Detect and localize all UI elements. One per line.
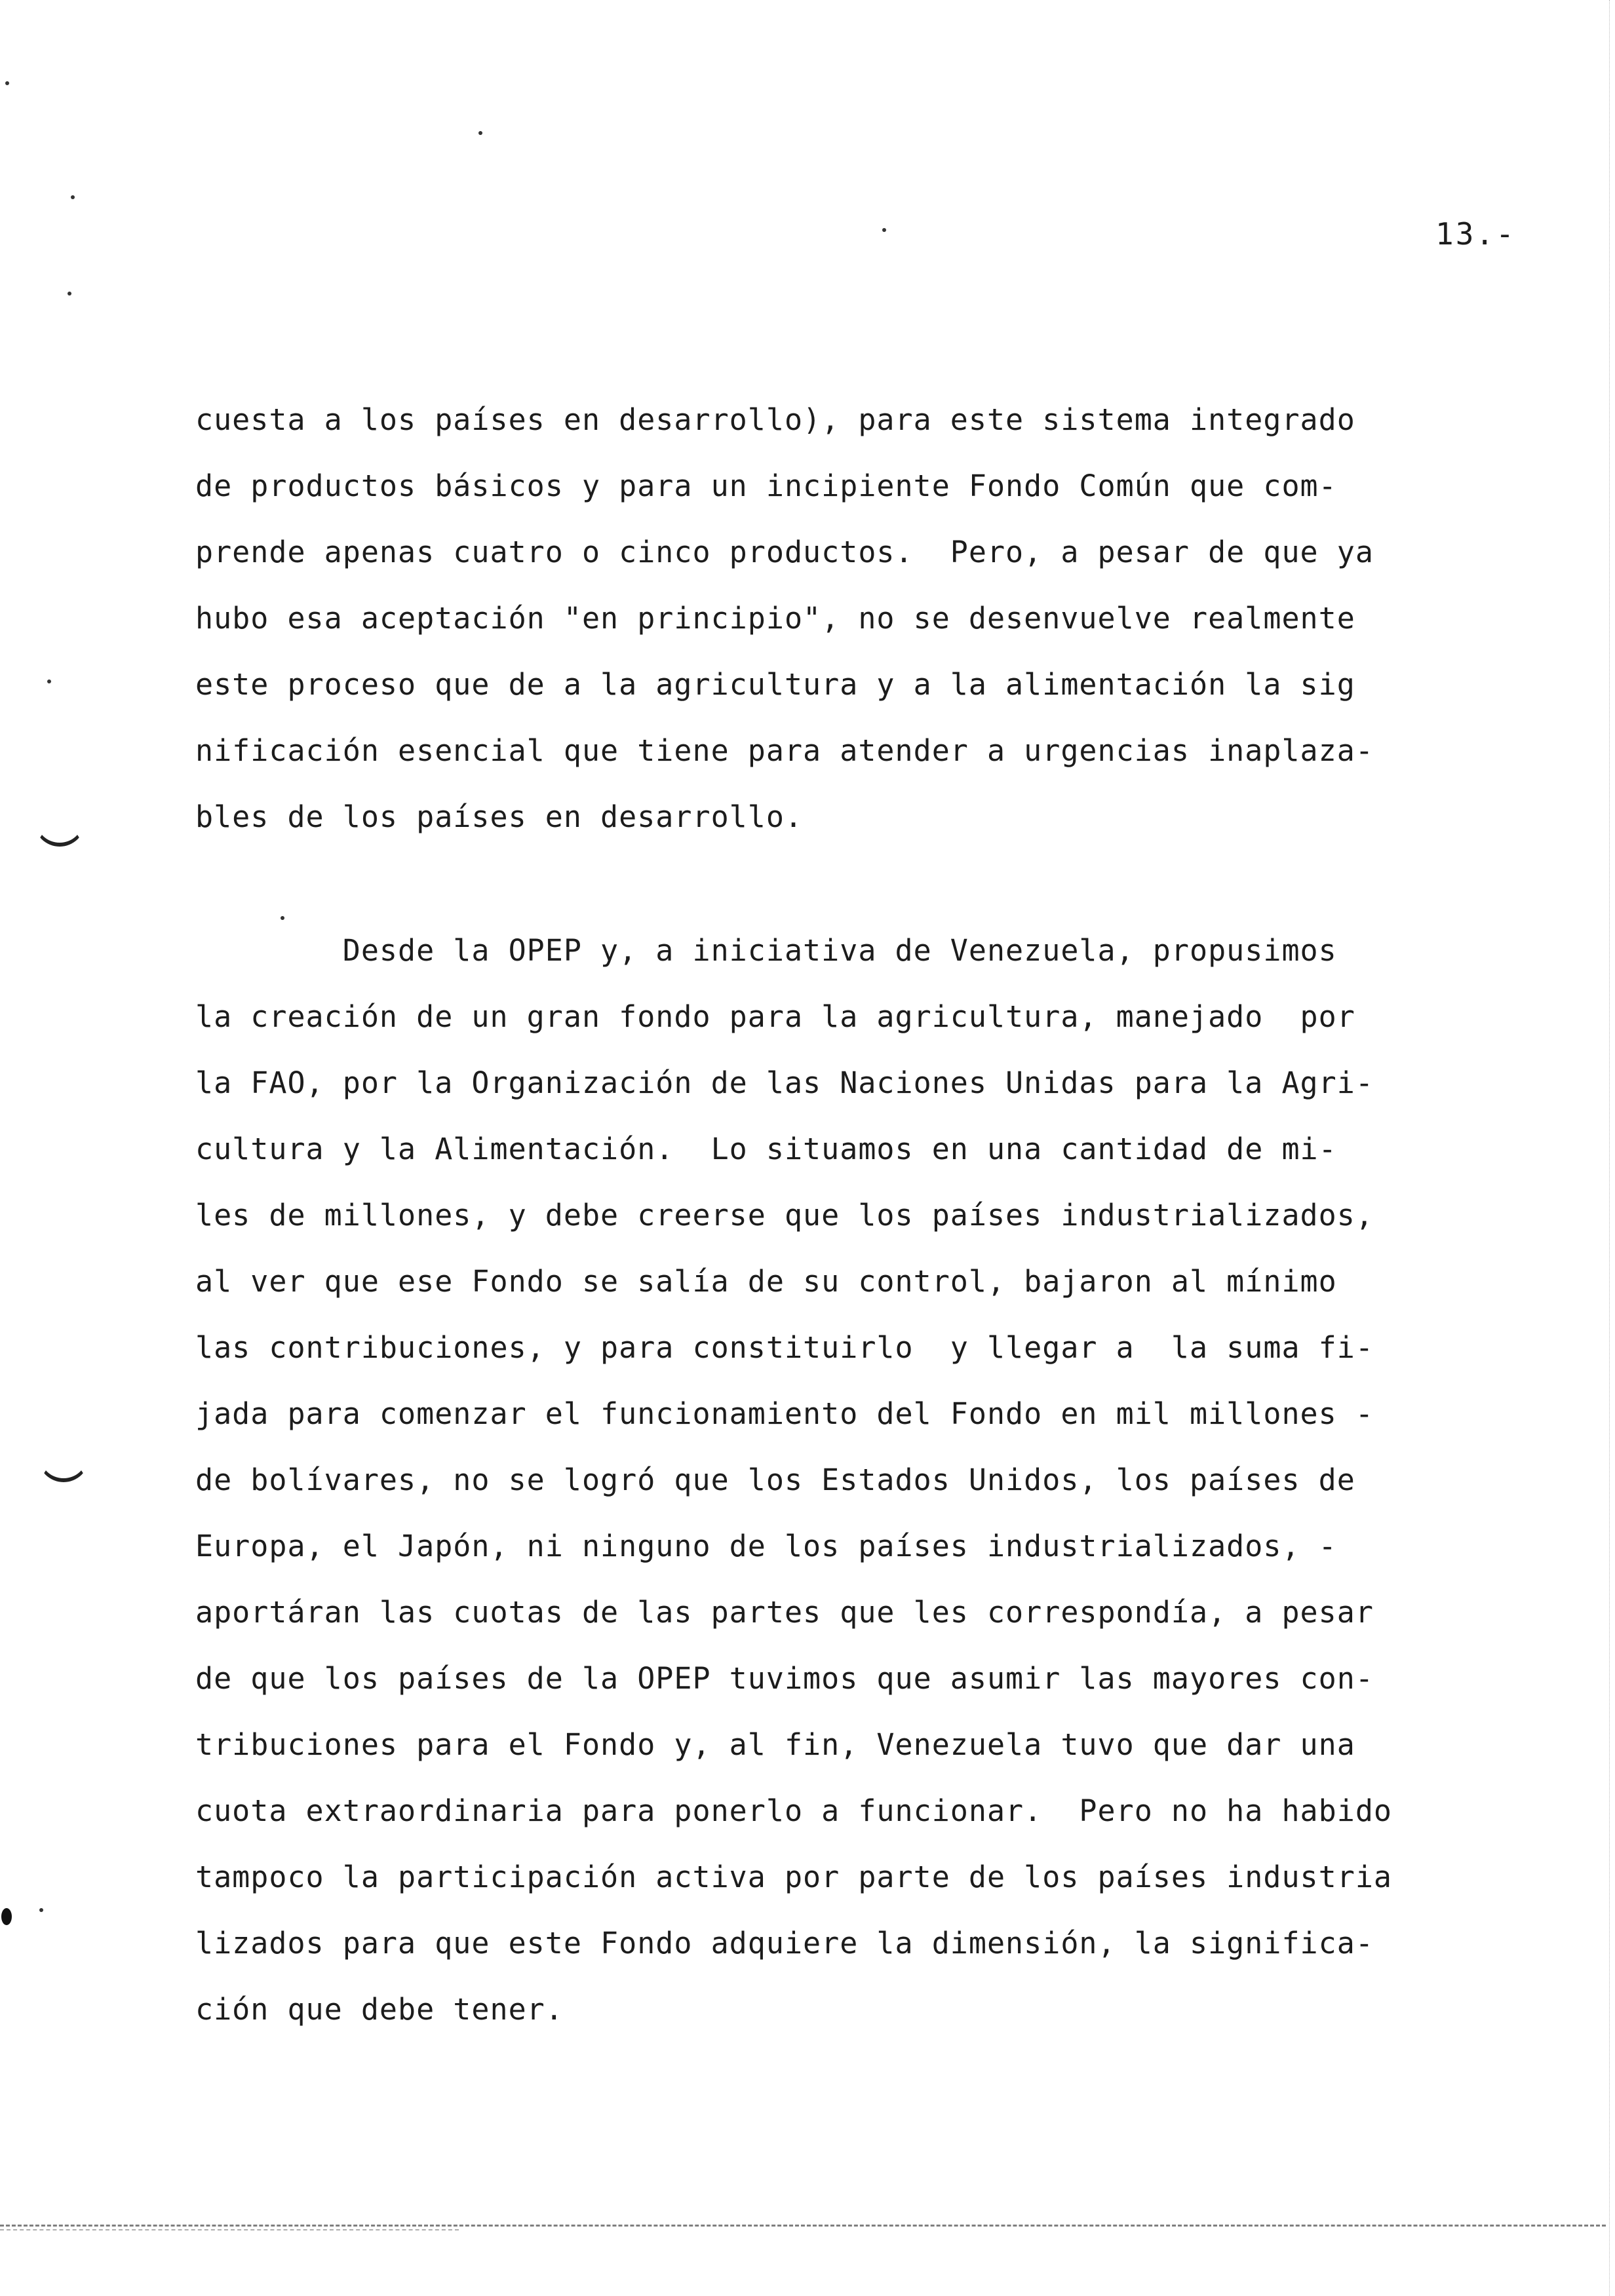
page-edge — [1609, 0, 1610, 2296]
text-line: este proceso que de a la agricultura y a la alimentación la sig — [195, 667, 1355, 702]
text-line: Europa, el Japón, ni ninguno de los países industrializados, - — [195, 1529, 1337, 1563]
punch-hole-mark — [38, 1455, 89, 1482]
text-line: la creación de un gran fondo para la agricultura, manejado por — [195, 999, 1355, 1034]
text-line: nificación esencial que tiene para atender a urgencias inaplaza- — [195, 733, 1374, 768]
text-line: de bolívares, no se logró que los Estados Unidos, los países de — [195, 1463, 1355, 1497]
scan-speck — [39, 1908, 43, 1912]
text-line: aportáran las cuotas de las partes que les correspondía, a pesar — [195, 1595, 1374, 1630]
paragraph-1 — [195, 387, 1480, 850]
text-line: cultura y la Alimentación. Lo situamos en una cantidad de mi- — [195, 1132, 1337, 1166]
text-line: tampoco la participación activa por parte de los países industria — [195, 1860, 1392, 1894]
bottom-scan-rule — [0, 2229, 459, 2230]
text-line: la FAO, por la Organización de las Naciones Unidas para la Agri- — [195, 1065, 1374, 1100]
scan-mark — [1, 1908, 12, 1925]
text-line: de que los países de la OPEP tuvimos que asumir las mayores con- — [195, 1661, 1374, 1696]
text-line: ción que debe tener. — [195, 1992, 564, 2027]
text-line: prende apenas cuatro o cinco productos. Pero, a pesar de que ya — [195, 535, 1374, 569]
bottom-scan-rule — [0, 2225, 1606, 2227]
text-line: bles de los países en desarrollo. — [195, 799, 804, 834]
text-line: las contribuciones, y para constituirlo y llegar a la suma fi- — [195, 1330, 1374, 1365]
page-number: 13.- — [1435, 216, 1516, 252]
text-line: lizados para que este Fondo adquiere la dimensión, la significa- — [195, 1926, 1374, 1961]
text-line: jada para comenzar el funcionamiento del Fondo en mil millones - — [195, 1396, 1374, 1431]
scan-speck — [5, 81, 9, 85]
paragraph-2 — [195, 917, 1480, 2042]
text-line: les de millones, y debe creerse que los países industrializados, — [195, 1198, 1374, 1233]
text-line: cuota extraordinaria para ponerlo a funcionar. Pero no ha habido — [195, 1793, 1392, 1828]
scan-speck — [281, 916, 284, 920]
scan-speck — [71, 195, 75, 199]
scan-speck — [68, 292, 71, 296]
text-line: de productos básicos y para un incipiente Fondo Común que com- — [195, 469, 1337, 503]
text-line: Desde la OPEP y, a iniciativa de Venezuela, propusimos — [195, 933, 1337, 968]
text-line: cuesta a los países en desarrollo), para este sistema integrado — [195, 402, 1355, 437]
text-line: al ver que ese Fondo se salía de su control, bajaron al mínimo — [195, 1264, 1337, 1299]
scan-speck — [882, 228, 886, 232]
text-line: hubo esa aceptación "en principio", no se desenvuelve realmente — [195, 601, 1355, 636]
punch-hole-mark — [34, 819, 85, 847]
scan-speck — [478, 131, 482, 135]
text-line: tribuciones para el Fondo y, al fin, Venezuela tuvo que dar una — [195, 1727, 1355, 1762]
scan-speck — [47, 679, 51, 683]
